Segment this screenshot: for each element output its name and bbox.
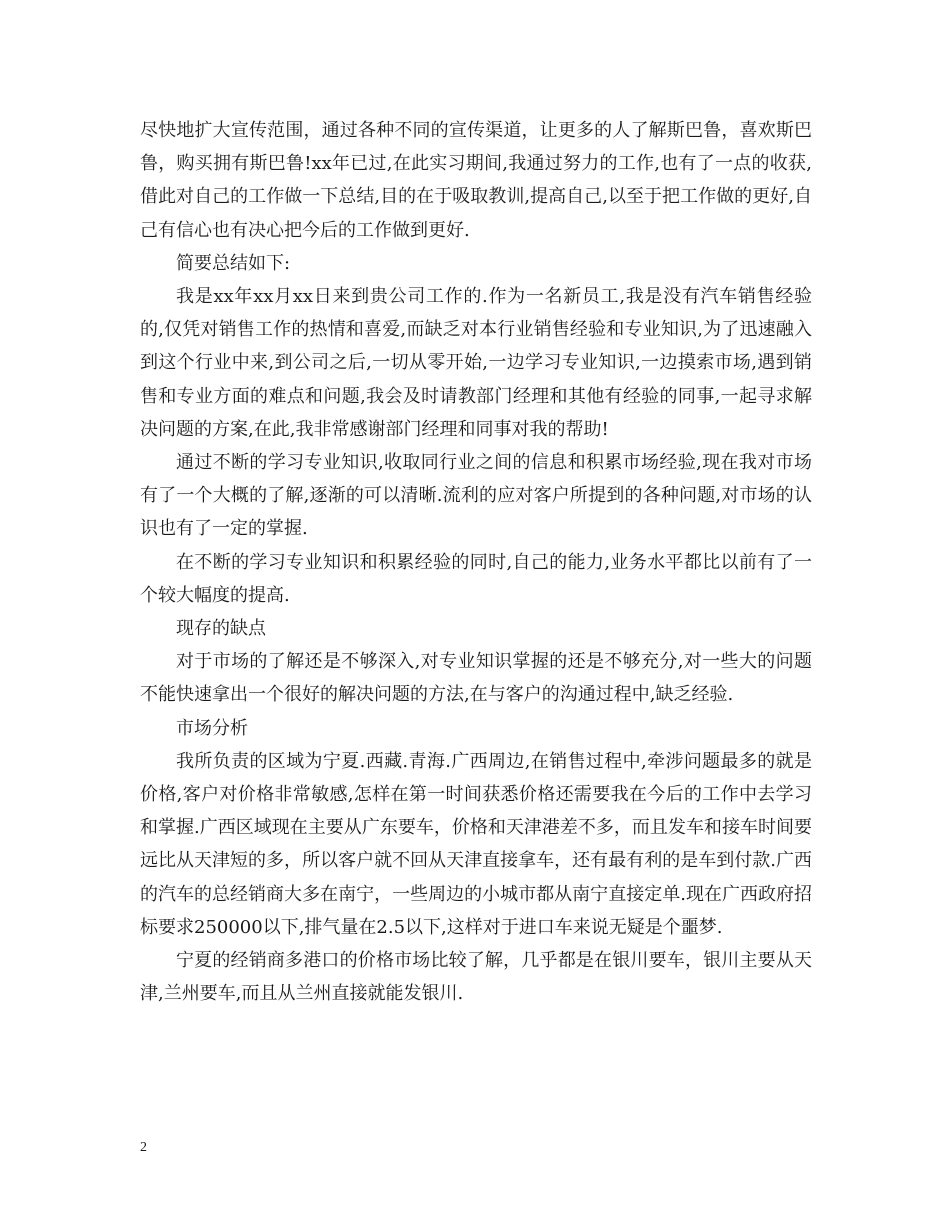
heading-summary: 简要总结如下:: [176, 252, 291, 274]
paragraph-learning: 通过不断的学习专业知识,收取同行业之间的信息和积累市场经验,现在我对市场有了一个大概的了解,逐渐的可以清晰.流利的应对客户所提到的各种问题,对市场的认识也有了一定的掌握.: [140, 452, 812, 540]
paragraph-improvement: 在不断的学习专业知识和积累经验的同时,自己的能力,业务水平都比以前有了一个较大幅度的提高.: [140, 551, 812, 606]
paragraph-intro: 尽快地扩大宣传范围，通过各种不同的宣传渠道，让更多的人了解斯巴鲁，喜欢斯巴鲁，购买拥有斯巴鲁!xx年已过,在此实习期间,我通过努力的工作,也有了一点的收获,借此对自己的工作做一下总结,目的在于吸取教训,提高自己,以至于把工作做的更好,自己有信心也有决心把今后的工作做到更好.: [140, 120, 812, 241]
page-number: 2: [140, 1140, 147, 1155]
paragraph-shortcomings: 对于市场的了解还是不够深入,对专业知识掌握的还是不够充分,对一些大的问题不能快速拿出一个很好的解决问题的方法,在与客户的沟通过程中,缺乏经验.: [140, 651, 812, 706]
paragraph-ningxia: 宁夏的经销商多港口的价格市场比较了解，几乎都是在银川要车，银川主要从天津,兰州要车,而且从兰州直接就能发银川.: [140, 950, 812, 1005]
heading-market-analysis: 市场分析: [176, 717, 248, 739]
paragraph-self-intro: 我是xx年xx月xx日来到贵公司工作的.作为一名新员工,我是没有汽车销售经验的,仅凭对销售工作的热情和喜爱,而缺乏对本行业销售经验和专业知识,为了迅速融入到这个行业中来,到公司之后,一切从零开始,一边学习专业知识,一边摸索市场,遇到销售和专业方面的难点和问题,我会及时请教部门经理和其他有经验的同事,一起寻求解决问题的方案,在此,我非常感谢部门经理和同事对我的帮助!: [140, 286, 812, 440]
document-body: [140, 114, 812, 1010]
paragraph-market-regions: 我所负责的区域为宁夏.西藏.青海.广西周边,在销售过程中,牵涉问题最多的就是价格,客户对价格非常敏感,怎样在第一时间获悉价格还需要我在今后的工作中去学习和掌握.广西区域现在主要从广东要车，价格和天津港差不多，而且发车和接车时间要远比从天津短的多，所以客户就不回从天津直接拿车，还有最有利的是车到付款.广西的汽车的总经销商大多在南宁，一些周边的小城市都从南宁直接定单.现在广西政府招标要求250000以下,排气量在2.5以下,这样对于进口车来说无疑是个噩梦.: [140, 750, 812, 938]
heading-shortcomings: 现存的缺点: [176, 618, 266, 640]
